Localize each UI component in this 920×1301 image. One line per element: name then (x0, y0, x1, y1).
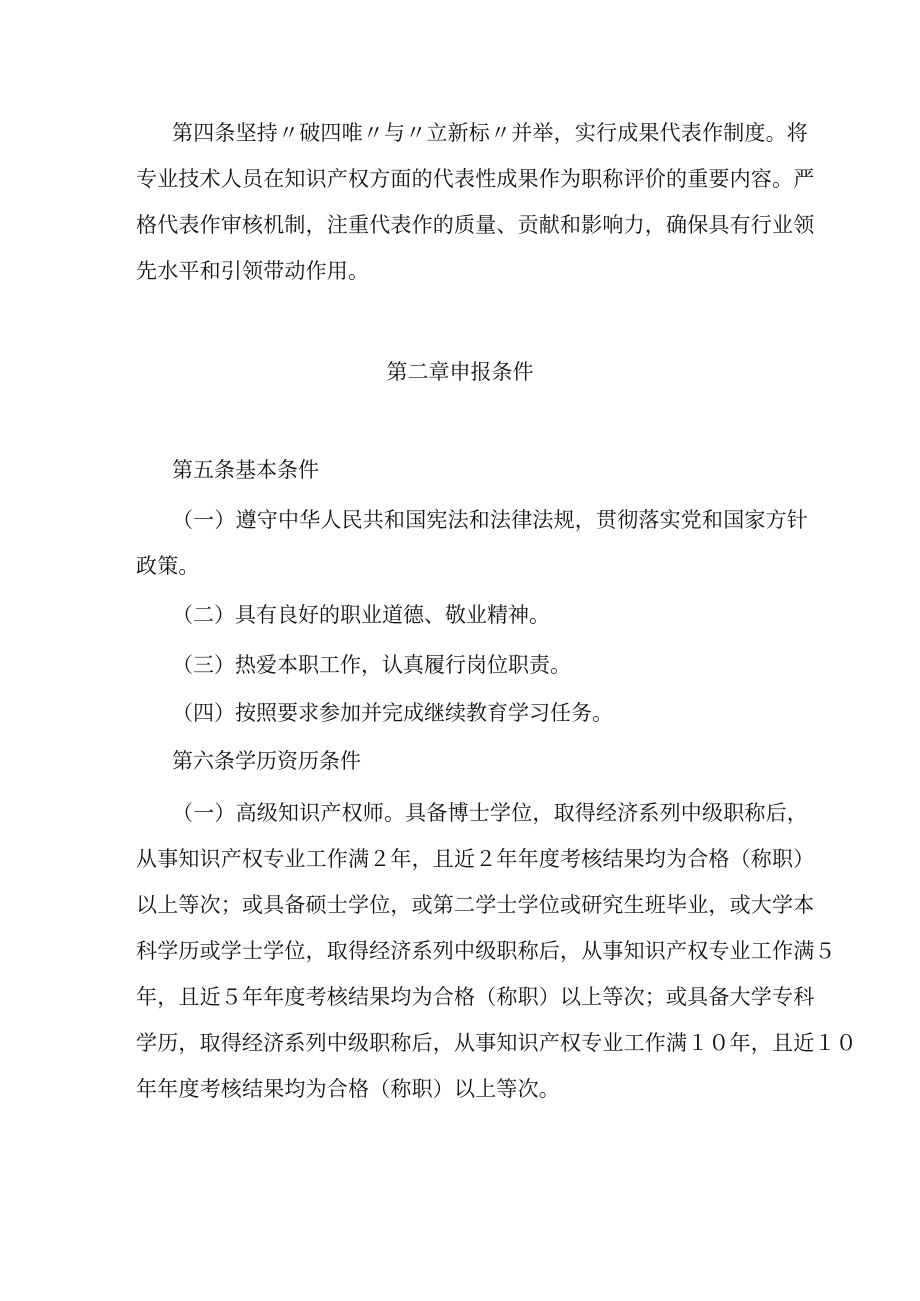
article-6-item-1-line: 科学历或学士学位，取得经济系列中级职称后，从事知识产权专业工作满５ (136, 939, 836, 963)
article-5-item-3: （三）热爱本职工作，认真履行岗位职责。 (172, 653, 571, 677)
article-4-line: 先水平和引领带动作用。 (136, 259, 370, 283)
article-6-title: 第六条学历资历条件 (172, 749, 361, 773)
article-4-paragraph (136, 110, 815, 294)
article-5-item-1-line: 政策。 (136, 554, 200, 578)
article-6-item-1-line: 学历，取得经济系列中级职称后，从事知识产权专业工作满１０年，且近１０ (136, 1031, 857, 1055)
article-4-line: 专业技术人员在知识产权方面的代表性成果作为职称评价的重要内容。严 (136, 167, 815, 191)
article-6-item-1-line: 年年度考核结果均为合格（称职）以上等次。 (136, 1077, 560, 1101)
article-6-item-1 (136, 790, 857, 1112)
article-6-item-1-line: 以上等次；或具备硕士学位，或第二学士学位或研究生班毕业，或大学本 (136, 893, 815, 917)
article-6-item-1-line: （一）高级知识产权师。具备博士学位，取得经济系列中级职称后， (172, 801, 808, 825)
article-6-item-1-line: 从事知识产权专业工作满２年，且近２年年度考核结果均为合格（称职） (136, 847, 815, 871)
article-5-item-1-line: （一）遵守中华人民共和国宪法和法律法规，贯彻落实党和国家方针 (172, 508, 808, 532)
article-4-line: 格代表作审核机制，注重代表作的质量、贡献和影响力，确保具有行业领 (136, 213, 815, 237)
article-6-item-1-line: 年，且近５年年度考核结果均为合格（称职）以上等次；或具备大学专科 (136, 985, 815, 1009)
chapter-heading: 第二章申报条件 (386, 360, 534, 384)
article-5-item-2: （二）具有良好的职业道德、敬业精神。 (172, 603, 550, 627)
article-5-title: 第五条基本条件 (172, 458, 319, 482)
article-4-line: 第四条坚持〃破四唯〃与〃立新标〃并举，实行成果代表作制度。将 (172, 121, 808, 145)
article-5-item-4: （四）按照要求参加并完成继续教育学习任务。 (172, 701, 613, 725)
article-5-item-1 (136, 497, 808, 589)
